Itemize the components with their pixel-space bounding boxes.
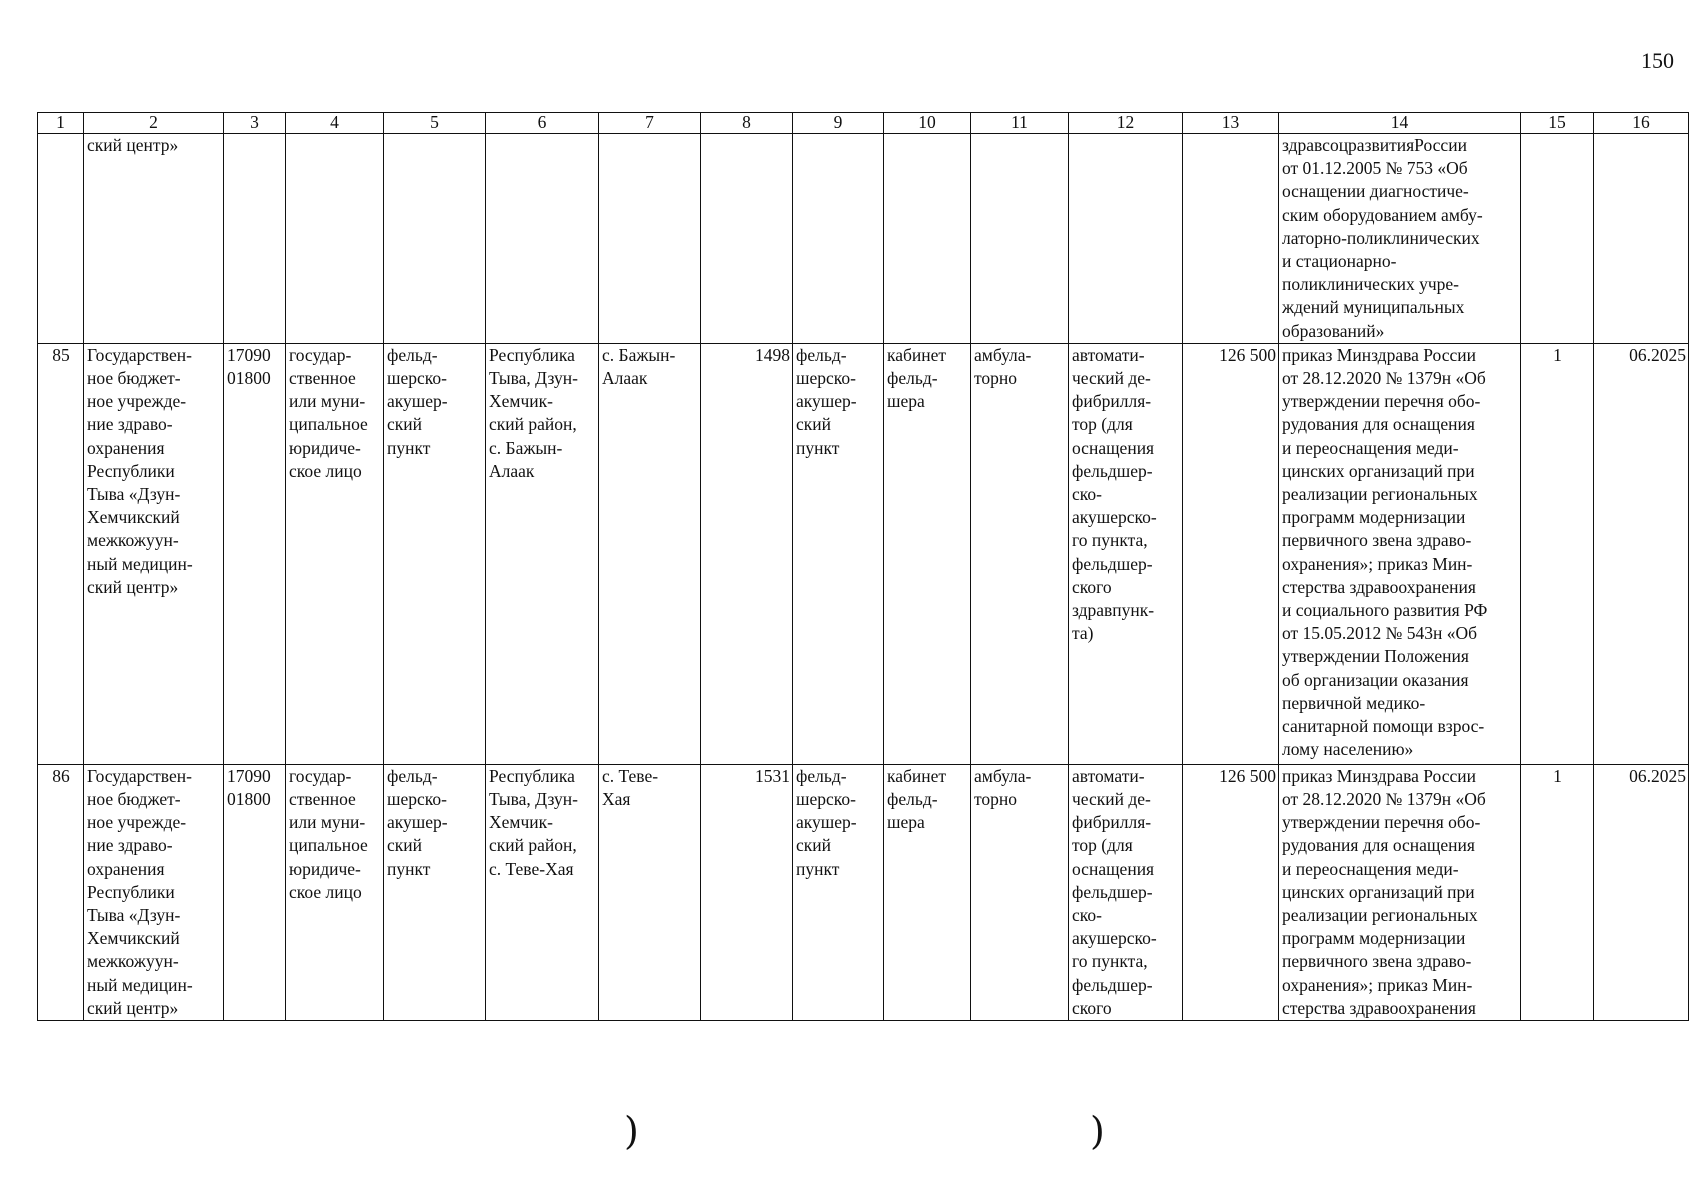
column-header: 13 bbox=[1183, 113, 1279, 134]
code-cell: 17090 01800 bbox=[224, 343, 286, 764]
quantity-cell: 1 bbox=[1521, 764, 1594, 1020]
row-number-cell: 86 bbox=[38, 764, 84, 1020]
register-table bbox=[37, 112, 1689, 1021]
regulation-cell: здравсоцразвитияРоссии от 01.12.2005 № 753 «Об оснащении диагностиче- ским оборудованием амбу- латорно-поликлинических и стационарно- поликлинических учре- ждений муниципальных образований» bbox=[1279, 134, 1521, 344]
date-cell bbox=[1594, 134, 1689, 344]
settlement-cell: с. Бажын- Алаак bbox=[599, 343, 701, 764]
legal-form-cell bbox=[286, 134, 384, 344]
regulation-cell: приказ Минздрава России от 28.12.2020 № 1379н «Об утверждении перечня обо- рудования для оснащения и переоснащения меди- цинских организаций при реализации региональных программ модернизации первичного звена здраво- охранения»; приказ Мин- стерства здравоохранения и социального развития РФ от 15.05.2012 № 543н «Об утверждении Положения об организации оказания первичной медико- санитарной помощи взрос- лому населению» bbox=[1279, 343, 1521, 764]
page-number: 150 bbox=[1641, 48, 1674, 73]
date-cell: 06.2025 bbox=[1594, 764, 1689, 1020]
care-mode-cell bbox=[971, 134, 1069, 344]
column-header: 14 bbox=[1279, 113, 1521, 134]
quantity-cell: 1 bbox=[1521, 343, 1594, 764]
column-header: 3 bbox=[224, 113, 286, 134]
date-cell: 06.2025 bbox=[1594, 343, 1689, 764]
organization-cell: Государствен- ное бюджет- ное учрежде- ние здраво- охранения Республики Тыва «Дзун- Хемчикский межкожуун- ный медицин- ский центр» bbox=[84, 343, 224, 764]
settlement-cell: с. Теве- Хая bbox=[599, 764, 701, 1020]
column-header: 15 bbox=[1521, 113, 1594, 134]
column-header: 8 bbox=[701, 113, 793, 134]
column-header: 16 bbox=[1594, 113, 1689, 134]
regulation-cell: приказ Минздрава России от 28.12.2020 № 1379н «Об утверждении перечня обо- рудования для оснащения и переоснащения меди- цинских организаций при реализации региональных программ модернизации первичного звена здраво- охранения»; приказ Мин- стерства здравоохранения bbox=[1279, 764, 1521, 1020]
column-header: 10 bbox=[884, 113, 971, 134]
column-header: 5 bbox=[384, 113, 486, 134]
table-header-row bbox=[38, 113, 1689, 134]
population-cell: 1531 bbox=[701, 764, 793, 1020]
code-cell bbox=[224, 134, 286, 344]
care-mode-cell: амбула- торно bbox=[971, 764, 1069, 1020]
organization-cell: Государствен- ное бюджет- ное учрежде- ние здраво- охранения Республики Тыва «Дзун- Хемчикский межкожуун- ный медицин- ский центр» bbox=[84, 764, 224, 1020]
address-cell bbox=[486, 134, 599, 344]
cost-cell: 126 500 bbox=[1183, 343, 1279, 764]
table-row bbox=[38, 134, 1689, 344]
column-header: 4 bbox=[286, 113, 384, 134]
table-row bbox=[38, 764, 1689, 1020]
organization-cell: ский центр» bbox=[84, 134, 224, 344]
unit-type-cell: фельд- шерско- акушер- ский пункт bbox=[384, 764, 486, 1020]
legal-form-cell: государ- ственное или муни- ципальное юридиче- ское лицо bbox=[286, 343, 384, 764]
legal-form-cell: государ- ственное или муни- ципальное юридиче- ское лицо bbox=[286, 764, 384, 1020]
row-number-cell: 85 bbox=[38, 343, 84, 764]
code-cell: 17090 01800 bbox=[224, 764, 286, 1020]
column-header: 12 bbox=[1069, 113, 1183, 134]
care-mode-cell: амбула- торно bbox=[971, 343, 1069, 764]
binding-hole-mark-icon: ) bbox=[1090, 1109, 1105, 1153]
column-header: 9 bbox=[793, 113, 884, 134]
row-number-cell bbox=[38, 134, 84, 344]
column-header: 6 bbox=[486, 113, 599, 134]
facility-cell bbox=[793, 134, 884, 344]
column-header: 2 bbox=[84, 113, 224, 134]
column-header: 7 bbox=[599, 113, 701, 134]
column-header: 11 bbox=[971, 113, 1069, 134]
address-cell: Республика Тыва, Дзун- Хемчик- ский район, с. Теве-Хая bbox=[486, 764, 599, 1020]
table-row bbox=[38, 343, 1689, 764]
facility-cell: фельд- шерско- акушер- ский пункт bbox=[793, 343, 884, 764]
equipment-cell: автомати- ческий де- фибрилля- тор (для оснащения фельдшер- ско- акушерско- го пункта, фельдшер- ского bbox=[1069, 764, 1183, 1020]
unit-type-cell: фельд- шерско- акушер- ский пункт bbox=[384, 343, 486, 764]
room-cell: кабинет фельд- шера bbox=[884, 343, 971, 764]
unit-type-cell bbox=[384, 134, 486, 344]
settlement-cell bbox=[599, 134, 701, 344]
room-cell: кабинет фельд- шера bbox=[884, 764, 971, 1020]
cost-cell bbox=[1183, 134, 1279, 344]
column-header: 1 bbox=[38, 113, 84, 134]
address-cell: Республика Тыва, Дзун- Хемчик- ский район, с. Бажын- Алаак bbox=[486, 343, 599, 764]
room-cell bbox=[884, 134, 971, 344]
equipment-cell bbox=[1069, 134, 1183, 344]
cost-cell: 126 500 bbox=[1183, 764, 1279, 1020]
quantity-cell bbox=[1521, 134, 1594, 344]
facility-cell: фельд- шерско- акушер- ский пункт bbox=[793, 764, 884, 1020]
binding-hole-mark-icon: ) bbox=[624, 1109, 639, 1153]
population-cell bbox=[701, 134, 793, 344]
equipment-cell: автомати- ческий де- фибрилля- тор (для оснащения фельдшер- ско- акушерско- го пункта, фельдшер- ского здравпунк- та) bbox=[1069, 343, 1183, 764]
population-cell: 1498 bbox=[701, 343, 793, 764]
